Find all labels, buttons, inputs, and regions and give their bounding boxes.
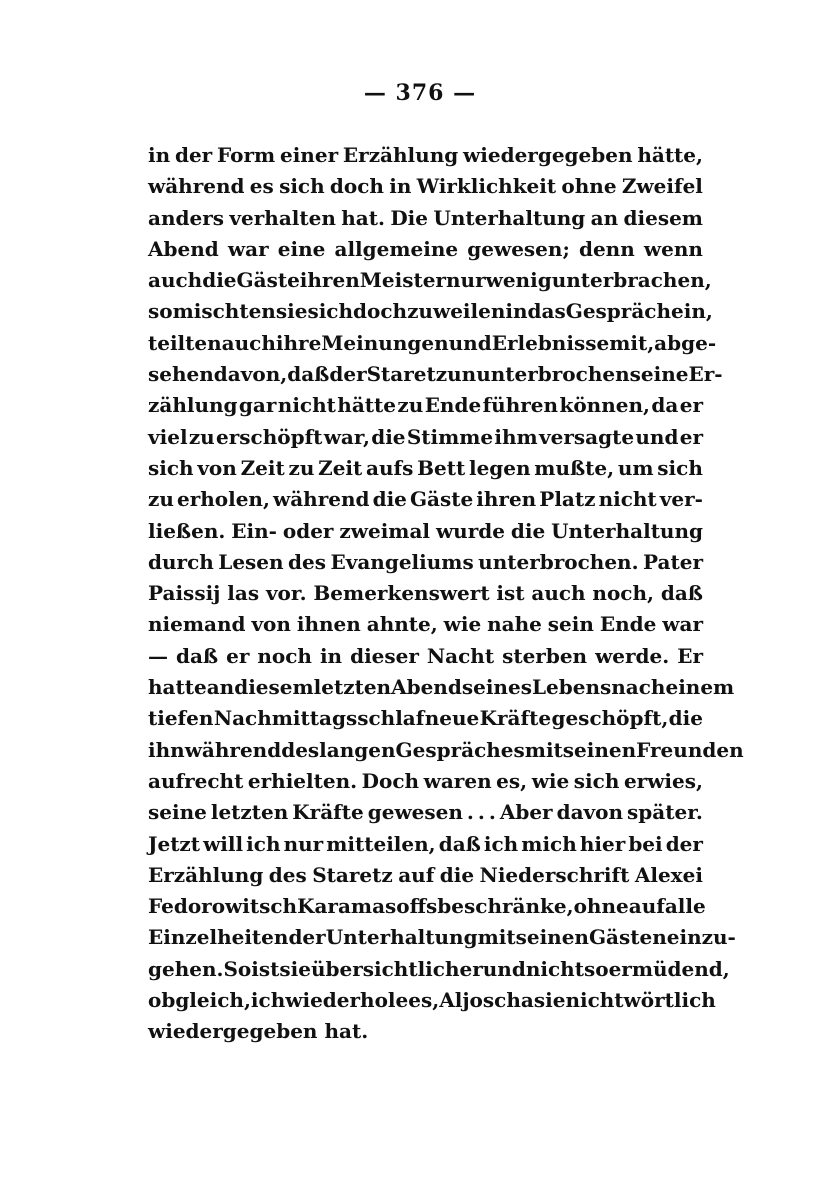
- word: Staretz: [366, 362, 448, 387]
- word: Platz: [539, 487, 596, 512]
- word: Meister: [359, 268, 446, 293]
- word: sich: [279, 174, 325, 199]
- word: sich: [307, 299, 354, 324]
- word: wurde: [435, 518, 505, 543]
- word: ahnte,: [366, 612, 438, 637]
- word: niemand: [148, 612, 246, 637]
- word: .: [466, 800, 474, 825]
- text-line: [148, 265, 712, 296]
- word: mit: [524, 737, 563, 762]
- word: Zweifel: [621, 174, 703, 199]
- word: nicht: [525, 956, 584, 981]
- word: übersichtlicher: [310, 956, 483, 981]
- word: erwies,: [623, 768, 703, 793]
- word: gewesen: [367, 800, 463, 825]
- word: so: [583, 956, 609, 981]
- word: doch: [329, 174, 384, 199]
- word: Aljoscha: [439, 988, 534, 1013]
- word: des: [288, 549, 326, 574]
- word: seinen: [562, 737, 637, 762]
- word: zweimal: [339, 518, 431, 543]
- word: sterben: [502, 643, 588, 668]
- word: Paissij: [148, 581, 221, 606]
- word: in: [148, 143, 171, 167]
- word: .: [488, 800, 496, 825]
- word: während: [148, 174, 245, 199]
- word: es,: [408, 988, 440, 1013]
- word: zu: [397, 393, 424, 418]
- word: aufrecht: [148, 768, 244, 793]
- word: Gäste: [409, 487, 474, 512]
- word: las: [227, 581, 260, 606]
- word: Stimme: [406, 424, 494, 449]
- text-line: [148, 359, 723, 390]
- word: mit: [477, 925, 516, 950]
- word: hat.: [324, 1019, 369, 1044]
- word: nahe: [487, 612, 542, 637]
- text-line: [148, 766, 703, 797]
- word: teilten: [148, 330, 222, 355]
- word: der: [288, 925, 326, 950]
- word: er: [226, 643, 250, 668]
- word: daß: [660, 581, 703, 606]
- word: einem: [665, 675, 735, 700]
- word: Abend: [148, 236, 219, 261]
- word: Kräfte: [292, 800, 364, 825]
- word: davon: [556, 800, 624, 825]
- word: daß: [287, 362, 330, 387]
- word: .: [477, 800, 485, 825]
- word: Alexei: [634, 862, 703, 887]
- text-line: [148, 609, 703, 640]
- word: wenig: [485, 268, 552, 293]
- word: Karamasoffs: [297, 894, 438, 919]
- page-number: — 376 —: [363, 80, 477, 106]
- word: in: [319, 643, 343, 668]
- word: wenn: [643, 236, 703, 261]
- word: Erlebnisse: [491, 330, 610, 355]
- word: Die: [390, 205, 428, 230]
- word: zu: [188, 424, 215, 449]
- word: letzten: [210, 800, 289, 825]
- word: allgemeine: [334, 236, 459, 261]
- text-line: [148, 578, 703, 609]
- word: wiedergegeben: [148, 1019, 318, 1044]
- word: und: [635, 424, 679, 449]
- word: Pater: [643, 549, 703, 574]
- word: mitteilen,: [326, 831, 436, 856]
- word: der: [174, 143, 213, 167]
- word: Ende: [599, 612, 657, 637]
- word: ihn: [148, 737, 185, 762]
- word: mich: [521, 831, 577, 856]
- word: erhielten.: [247, 768, 358, 793]
- word: Gespräches: [395, 737, 525, 762]
- word: mit,: [609, 330, 655, 355]
- word: zuweilen: [407, 299, 506, 324]
- word: durch: [148, 549, 214, 574]
- word: hatte: [148, 675, 207, 700]
- text-line: [148, 735, 744, 766]
- word: einer: [279, 143, 339, 167]
- word: verhalten: [229, 205, 336, 230]
- text-line: [148, 453, 703, 484]
- word: Doch: [361, 768, 420, 793]
- word: Erzählung: [342, 143, 459, 167]
- word: in: [389, 174, 412, 199]
- word: der: [329, 362, 367, 387]
- word: Form: [217, 143, 276, 167]
- word: auf: [628, 894, 665, 919]
- word: nur: [445, 268, 486, 293]
- word: so: [148, 299, 173, 324]
- text-line: [148, 171, 703, 202]
- text-line: [148, 484, 703, 515]
- word: doch: [353, 299, 408, 324]
- word: und: [448, 330, 492, 355]
- word: er: [679, 424, 703, 449]
- word: die: [439, 862, 475, 887]
- word: seines: [461, 675, 532, 700]
- word: aufs: [366, 455, 414, 480]
- word: hätte: [337, 393, 396, 418]
- word: sich: [148, 455, 194, 480]
- word: langen: [319, 737, 396, 762]
- word: ohne: [573, 894, 629, 919]
- word: alle: [664, 894, 706, 919]
- word: viel: [148, 424, 188, 449]
- word: noch: [257, 643, 312, 668]
- word: ich: [483, 831, 519, 856]
- word: war: [227, 236, 269, 261]
- word: an: [590, 205, 619, 230]
- word: Unterhaltung: [551, 518, 703, 543]
- word: ihnen: [296, 612, 361, 637]
- word: versagte: [539, 424, 635, 449]
- word: unterbrachen,: [551, 268, 712, 293]
- word: Unterhaltung: [325, 925, 478, 950]
- word: auf: [398, 862, 435, 887]
- word: diesem: [623, 205, 703, 230]
- word: ihre: [275, 330, 322, 355]
- word: die: [202, 268, 237, 293]
- word: ununterbrochen: [447, 362, 630, 387]
- word: Nacht: [426, 643, 495, 668]
- word: können,: [559, 393, 650, 418]
- text-line: [148, 829, 703, 860]
- word: wiederhole: [285, 988, 409, 1013]
- word: während: [184, 737, 282, 762]
- word: in: [505, 299, 528, 324]
- word: Einzelheiten: [148, 925, 289, 950]
- word: diesem: [234, 675, 314, 700]
- word: tiefen: [148, 706, 214, 731]
- word: ist: [496, 581, 525, 606]
- word: abge-: [654, 330, 717, 355]
- word: Zeit: [240, 455, 285, 480]
- word: von: [251, 612, 291, 637]
- word: nicht: [598, 487, 657, 512]
- word: Nachmittagsschlaf: [213, 706, 425, 731]
- word: die: [371, 424, 406, 449]
- text-line: [148, 797, 703, 828]
- word: seine: [629, 362, 689, 387]
- word: sich: [573, 768, 620, 793]
- word: die: [668, 706, 703, 731]
- word: war: [662, 612, 703, 637]
- word: ohne: [561, 174, 617, 199]
- word: davon,: [213, 362, 288, 387]
- word: ihren: [476, 487, 537, 512]
- word: später.: [627, 800, 703, 825]
- word: Lesen: [218, 549, 284, 574]
- text-line: [148, 641, 703, 672]
- word: ich: [250, 988, 286, 1013]
- word: sie: [533, 988, 566, 1013]
- word: Niederschrift: [479, 862, 630, 887]
- word: Gäste: [236, 268, 300, 293]
- word: ist: [251, 956, 280, 981]
- text-line: [148, 547, 703, 578]
- word: dieser: [350, 643, 419, 668]
- text-line: [148, 1016, 703, 1047]
- word: bei: [628, 831, 663, 856]
- word: beschränke,: [437, 894, 574, 919]
- word: obgleich,: [148, 988, 251, 1013]
- word: die: [372, 487, 407, 512]
- word: Er-: [688, 362, 723, 387]
- word: vor.: [265, 581, 307, 606]
- word: Bett: [417, 455, 466, 480]
- word: mischten: [172, 299, 276, 324]
- word: das: [527, 299, 566, 324]
- word: Abend: [391, 675, 462, 700]
- text-line: [148, 985, 716, 1016]
- word: ich: [246, 831, 281, 856]
- word: oder: [282, 518, 334, 543]
- word: daß: [438, 831, 481, 856]
- word: ihm: [494, 424, 538, 449]
- text-line: [148, 922, 736, 953]
- word: auch: [221, 330, 276, 355]
- word: es: [249, 174, 274, 199]
- word: einzu-: [666, 925, 736, 950]
- word: nach: [611, 675, 666, 700]
- word: noch,: [592, 581, 654, 606]
- word: neue: [424, 706, 480, 731]
- text-line: [148, 516, 703, 547]
- word: Kräfte: [479, 706, 552, 731]
- word: des: [268, 862, 307, 887]
- word: mußte,: [534, 455, 615, 480]
- text-line: [148, 954, 730, 985]
- word: Gästen: [588, 925, 667, 950]
- word: von: [197, 455, 237, 480]
- text-line: [148, 703, 703, 734]
- word: sehen: [148, 362, 214, 387]
- word: des: [281, 737, 320, 762]
- word: Fedorowitsch: [148, 894, 298, 919]
- word: hätte,: [637, 143, 703, 167]
- word: unterbrochen.: [478, 549, 639, 574]
- word: Ein-: [231, 518, 277, 543]
- word: Unterhaltung: [433, 205, 586, 230]
- word: war,: [323, 424, 370, 449]
- word: seinen: [515, 925, 589, 950]
- word: anders: [148, 205, 225, 230]
- word: die: [510, 518, 546, 543]
- word: zu: [148, 487, 174, 512]
- word: Zeit: [318, 455, 363, 480]
- word: daß: [175, 643, 219, 668]
- word: nur: [283, 831, 324, 856]
- text-line: [148, 891, 706, 922]
- word: und: [482, 956, 526, 981]
- word: ein,: [671, 299, 713, 324]
- word: hat.: [341, 205, 385, 230]
- word: sich: [657, 455, 703, 480]
- body-text: [148, 140, 744, 1048]
- word: ermüdend,: [608, 956, 730, 981]
- word: nicht: [277, 393, 336, 418]
- word: zu: [288, 455, 315, 480]
- word: Er: [677, 643, 703, 668]
- word: erschöpft: [216, 424, 323, 449]
- word: führen: [482, 393, 559, 418]
- word: um: [617, 455, 654, 480]
- word: sie: [275, 299, 308, 324]
- word: waren: [423, 768, 492, 793]
- word: werde.: [595, 643, 670, 668]
- word: sein: [547, 612, 594, 637]
- word: —: [148, 643, 168, 668]
- word: hier: [579, 831, 626, 856]
- word: seine: [148, 800, 207, 825]
- word: erholen,: [176, 487, 270, 512]
- word: Erzählung: [148, 862, 264, 887]
- word: wiedergegeben: [463, 143, 633, 167]
- word: geschöpft,: [551, 706, 669, 731]
- word: zählung: [148, 393, 238, 418]
- word: So: [223, 956, 252, 981]
- word: nicht: [565, 988, 624, 1013]
- word: gewesen;: [467, 236, 570, 261]
- word: der: [665, 831, 703, 856]
- word: ließen.: [148, 518, 226, 543]
- text-line: [148, 203, 703, 234]
- word: er: [679, 393, 703, 418]
- word: Aber: [499, 800, 553, 825]
- word: Lebens: [531, 675, 612, 700]
- text-line: [148, 390, 703, 421]
- text-line: [148, 860, 703, 891]
- word: gehen.: [148, 956, 224, 981]
- text-line: [148, 140, 703, 171]
- word: legen: [468, 455, 531, 480]
- word: denn: [578, 236, 635, 261]
- word: wörtlich: [623, 988, 716, 1013]
- word: Evangeliums: [330, 549, 474, 574]
- word: Freunden: [636, 737, 744, 762]
- word: will: [203, 831, 244, 856]
- text-line: [148, 328, 717, 359]
- word: Staretz: [312, 862, 393, 887]
- word: wie: [443, 612, 482, 637]
- word: da: [651, 393, 679, 418]
- word: es,: [496, 768, 528, 793]
- word: auch: [531, 581, 586, 606]
- word: Gespräch: [565, 299, 671, 324]
- word: Ende: [424, 393, 482, 418]
- word: letzten: [313, 675, 392, 700]
- word: an: [206, 675, 235, 700]
- word: gar: [238, 393, 277, 418]
- text-line: [148, 234, 703, 265]
- text-line: [148, 672, 735, 703]
- word: Jetzt: [148, 831, 201, 856]
- word: wie: [531, 768, 570, 793]
- word: Bemerkenswert: [313, 581, 490, 606]
- word: während: [273, 487, 370, 512]
- word: sie: [279, 956, 311, 981]
- word: Meinungen: [321, 330, 449, 355]
- text-line: [148, 296, 713, 327]
- word: ihren: [299, 268, 360, 293]
- text-line: [148, 422, 703, 453]
- word: ver-: [659, 487, 703, 512]
- word: auch: [148, 268, 203, 293]
- word: eine: [277, 236, 326, 261]
- word: Wirklichkeit: [416, 174, 557, 199]
